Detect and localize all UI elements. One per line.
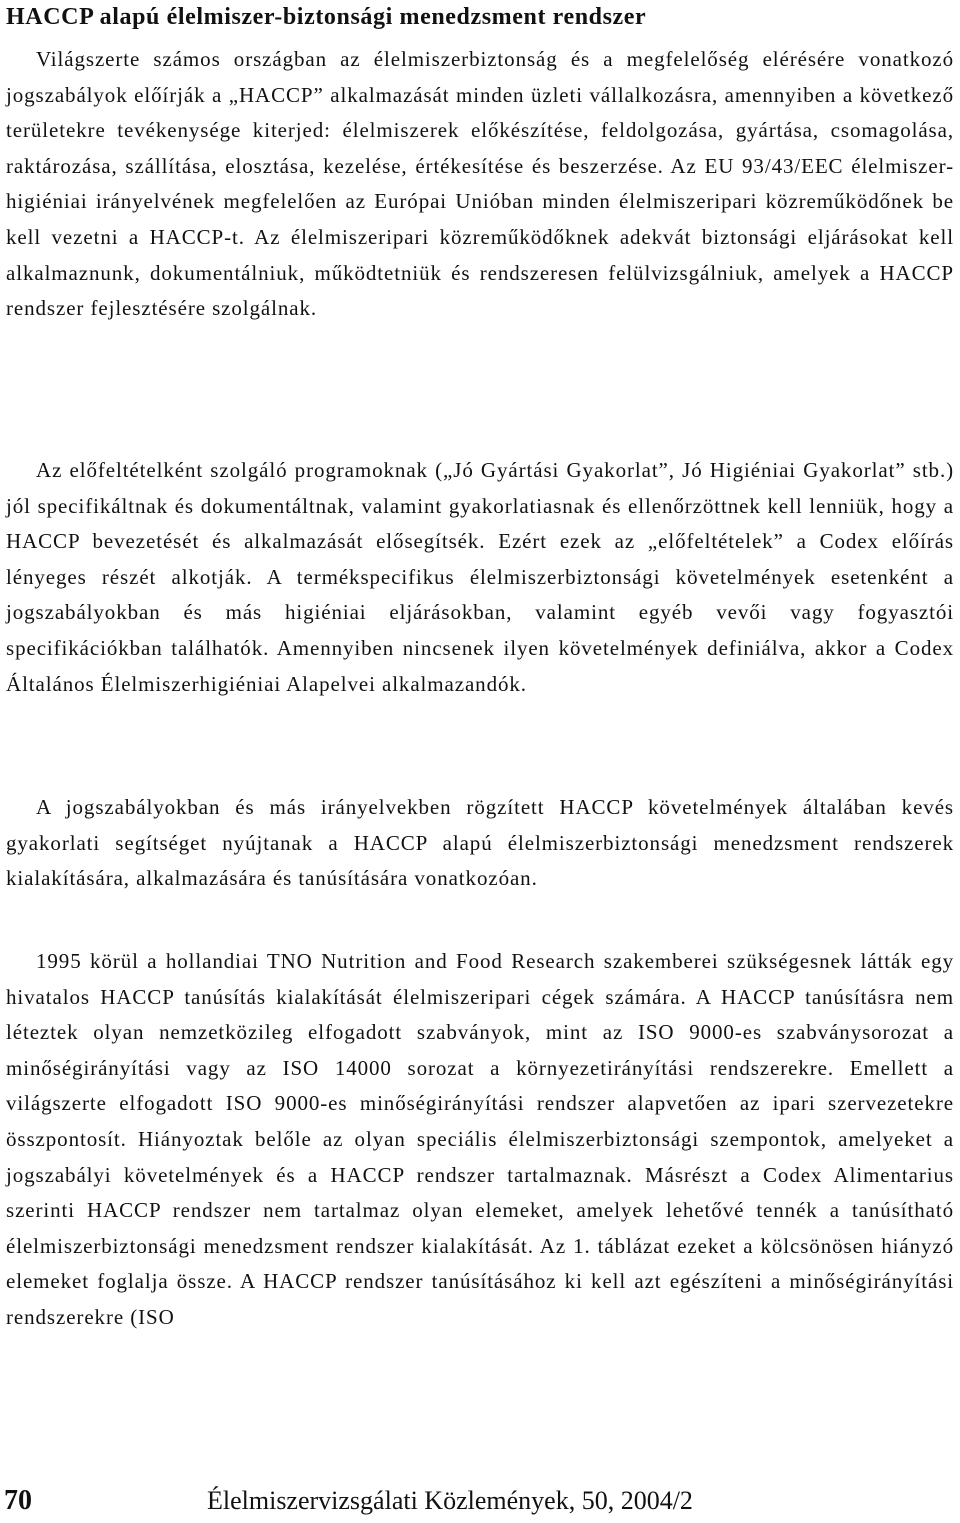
- paragraph-2: Az előfeltételként szolgáló programoknak („Jó Gyártási Gyakorlat”, Jó Higiéniai Gyakorlat” stb.) jól specifikáltnak és dokumentáltnak, valamint gyakorlatiasnak és ellenőrzöttnek kell lenniük, hogy a HACCP bevezetését és alkalmazását elősegítsék. Ezért ezek az „előfeltételek” a Codex előírás lényeges részét alkotják. A termékspecifikus élelmiszerbiztonsági követelmények esetenként a jogszabályokban és más higiéniai eljárásokban, valamint egyéb vevői vagy fogyasztói specifikációkban találhatók. Amennyiben nincsenek ilyen követelmények definiálva, akkor a Codex Általános Élelmiszerhigiéniai Alapelvei alkalmazandók.: [6, 458, 954, 696]
- page-footer: [0, 1484, 960, 1520]
- paragraph-3: A jogszabályokban és más irányelvekben rögzített HACCP követelmények általában kevés gyakorlati segítséget nyújtanak a HACCP alapú élelmiszerbiztonsági menedzsment rendszerek kialakítására, alkalmazására és tanúsítására vonatkozóan.: [6, 795, 954, 891]
- paragraph-4: 1995 körül a hollandiai TNO Nutrition and Food Research szakemberei szükségesnek látták egy hivatalos HACCP tanúsítás kialakítását élelmiszeripari cégek számára. A HACCP tanúsításra nem léteztek olyan nemzetközileg elfogadott szabványok, mint az ISO 9000-es szabványsorozat a minőségirányítási vagy az ISO 14000 sorozat a környezetirányítási rendszerekre. Emellett a világszerte elfogadott ISO 9000-es minőségirányítási rendszer alapvetően az ipari szervezetekre összpontosít. Hiányoztak belőle az olyan speciális élelmiszerbiztonsági szempontok, amelyeket a jogszabályi követelmények és a HACCP rendszer tartalmaznak. Másrészt a Codex Alimentarius szerinti HACCP rendszer nem tartalmaz olyan elemeket, amelyek lehetővé tennék a tanúsítható élelmiszerbiztonsági menedzsment rendszer kialakítását. Az 1. táblázat ezeket a kölcsönösen hiányzó elemeket foglalja össze. A HACCP rendszer tanúsításához ki kell azt egészíteni a minőségirányítási rendszerekre (ISO: [6, 949, 954, 1329]
- paragraph-1: Világszerte számos országban az élelmiszerbiztonság és a megfelelőség elérésére vonatkozó jogszabályok előírják a „HACCP” alkalmazását minden üzleti vállalkozásra, amennyiben a következő területekre tevékenysége kiterjed: élelmiszerek előkészítése, feldolgozása, gyártása, csomagolása, raktározása, szállítása, elosztása, kezelése, értékesítése és beszerzése. Az EU 93/43/EEC élelmiszer-higiéniai irányelvének megfelelően az Európai Unióban minden élelmiszeripari közreműködőnek be kell vezetni a HACCP-t. Az élelmiszeripari közreműködőknek adekvát biztonsági eljárásokat kell alkalmaznunk, dokumentálniuk, működtetniük és rendszeresen felülvizsgálniuk, amelyek a HACCP rendszer fejlesztésére szolgálnak.: [6, 47, 954, 321]
- article-title: HACCP alapú élelmiszer-biztonsági menedzsment rendszer: [6, 4, 647, 30]
- page-number: 70: [4, 1485, 32, 1516]
- journal-citation: Élelmiszervizsgálati Közlemények, 50, 2004/2: [207, 1486, 693, 1515]
